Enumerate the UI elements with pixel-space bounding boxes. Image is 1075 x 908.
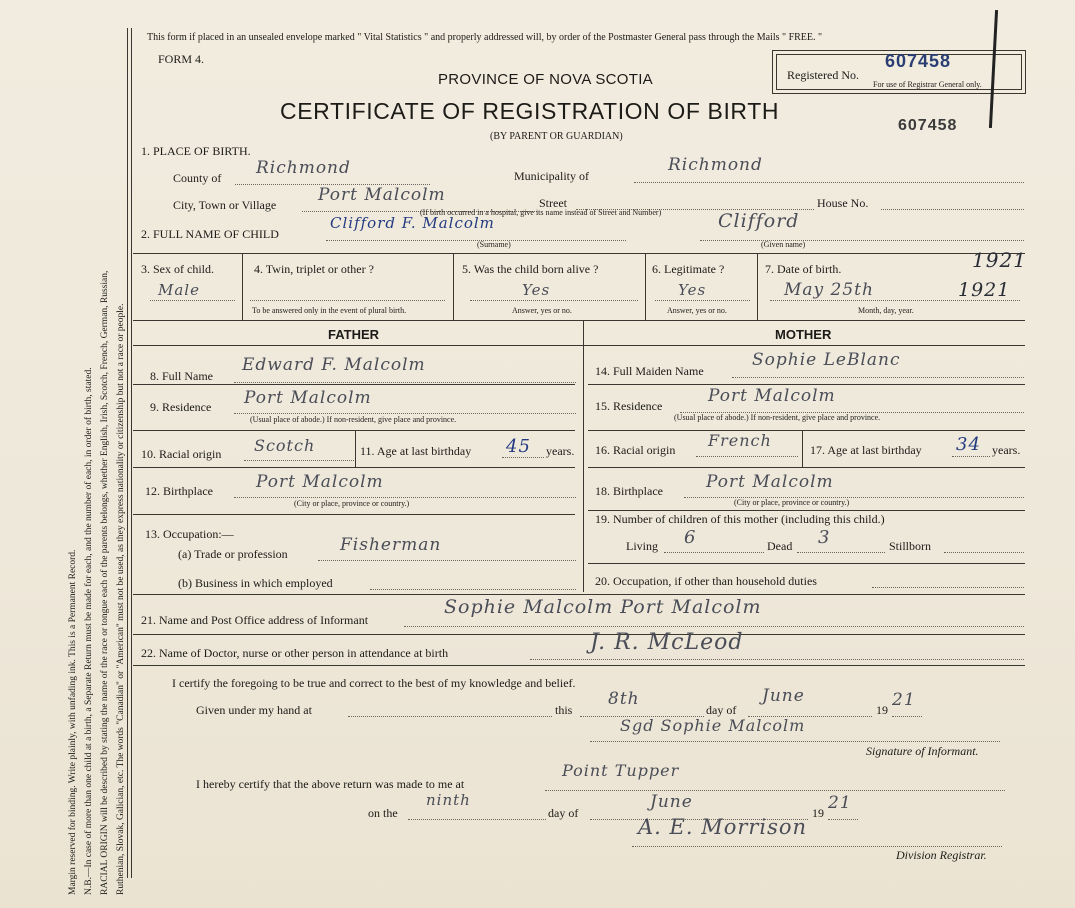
full-name-label: 2. FULL NAME OF CHILD (141, 227, 279, 241)
father-trade-label: (a) Trade or profession (178, 547, 288, 561)
mother-birthplace-note: (City or place, province or country.) (734, 498, 850, 507)
place-of-birth-label: 1. PLACE OF BIRTH. (141, 144, 251, 158)
informant-label: 21. Name and Post Office address of Informant (141, 613, 369, 627)
mother-heading: MOTHER (775, 327, 832, 342)
mother-racial-origin-value: French (708, 431, 772, 450)
street-label: Street (539, 196, 567, 210)
father-birthplace-label: 12. Birthplace (145, 484, 213, 498)
date-note: Month, day, year. (858, 306, 914, 315)
side-note-racial-origin-cont: Ruthenian, Slovak, Galician, etc. The words "Canadian" or "American" must not be used, as they express nationality or citizenship but not a race or people. (116, 303, 126, 895)
county-label: County of (173, 171, 222, 185)
on-the-label: on the (368, 806, 398, 820)
dead-label: Dead (767, 539, 793, 553)
living-value: 6 (684, 527, 697, 548)
father-age-value: 45 (506, 436, 531, 457)
informant-signature-label: Signature of Informant. (866, 744, 979, 758)
certificate-subtitle: (BY PARENT OR GUARDIAN) (490, 131, 623, 142)
date-of-birth-label: 7. Date of birth. (765, 262, 842, 276)
cert-day-of-label: day of (706, 703, 737, 717)
side-note-multiple-births: N.B.—In case of more than one child at a birth, a Separate Return must be made for each, and the number of each, in order of birth, stated. (84, 367, 94, 895)
mother-residence-label: 15. Residence (595, 399, 663, 413)
province-heading: PROVINCE OF NOVA SCOTIA (438, 71, 653, 88)
twin-label: 4. Twin, triplet or other ? (254, 262, 374, 276)
row-divider-top (133, 253, 1025, 254)
registered-label: Registered No. (787, 68, 859, 82)
house-number-label: House No. (817, 196, 869, 210)
father-racial-origin-value: Scotch (254, 436, 316, 455)
attendant-value: J. R. McLeod (590, 630, 744, 655)
cert-day-value: 8th (608, 689, 640, 709)
registrar-year-prefix: 19 (812, 806, 824, 820)
mother-racial-origin-label: 16. Racial origin (595, 443, 676, 457)
cert-month-value: June (762, 686, 805, 706)
mother-residence-note: (Usual place of abode.) If non-resident, give place and province. (674, 413, 881, 422)
row-divider-bottom (133, 320, 1025, 321)
registered-number: 607458 (885, 51, 952, 71)
given-name-note: (Given name) (761, 240, 806, 249)
county-value: Richmond (256, 158, 351, 178)
child-given-name-value: Clifford (718, 210, 800, 232)
born-alive-note: Answer, yes or no. (512, 306, 572, 315)
father-trade-value: Fisherman (340, 535, 442, 555)
date-of-birth-value: May 25th (784, 280, 874, 300)
left-border (127, 28, 128, 878)
stillborn-label: Stillborn (889, 539, 932, 553)
cert-year-value: 21 (892, 690, 916, 710)
dead-value: 3 (818, 527, 831, 548)
father-residence-label: 9. Residence (150, 400, 212, 414)
mother-age-value: 34 (956, 434, 981, 455)
municipality-value: Richmond (668, 155, 763, 175)
sex-label: 3. Sex of child. (141, 262, 214, 276)
given-under-hand-label: Given under my hand at (196, 703, 312, 717)
certify-statement: I certify the foregoing to be true and correct to the best of my knowledge and belief. (172, 676, 576, 690)
mother-occupation-label: 20. Occupation, if other than household duties (595, 574, 817, 588)
municipality-label: Municipality of (514, 169, 589, 183)
date-of-birth-year: 1921 (958, 279, 1011, 301)
child-surname-value: Clifford F. Malcolm (330, 214, 495, 232)
side-note-racial-origin: RACIAL ORIGIN will be described by stating the name of the race or tongue each of the parents belongs, whether English, Irish, Scotch, French, German, Russian, (100, 270, 110, 895)
registrar-day-of-label: day of (548, 806, 579, 820)
form-number: FORM 4. (158, 52, 205, 66)
legitimate-value: Yes (678, 281, 707, 299)
father-racial-origin-label: 10. Racial origin (141, 447, 222, 461)
father-age-label: 11. Age at last birthday (360, 444, 472, 458)
mother-age-unit: years. (992, 443, 1021, 457)
registrar-place-value: Point Tupper (562, 761, 680, 780)
twin-note: To be answered only in the event of plural birth. (252, 306, 407, 315)
registrar-general-note: For use of Registrar General only. (873, 80, 982, 89)
registrar-signature-label: Division Registrar. (896, 848, 987, 862)
city-value: Port Malcolm (318, 185, 446, 205)
children-count-label: 19. Number of children of this mother (including this child.) (595, 512, 885, 526)
registrar-certify-label: I hereby certify that the above return was made to me at (196, 777, 465, 791)
legitimate-note: Answer, yes or no. (667, 306, 727, 315)
registrar-month-value: June (650, 792, 693, 812)
living-label: Living (626, 539, 658, 553)
registrar-year-value: 21 (828, 793, 852, 813)
father-birthplace-value: Port Malcolm (256, 472, 384, 492)
left-border-inner (131, 28, 132, 878)
date-margin-year: 1921 (972, 248, 1027, 272)
side-note-binding: Margin reserved for binding. Write plainly, with unfading ink. This is a Permanent Record. (68, 549, 78, 895)
mother-name-label: 14. Full Maiden Name (595, 364, 704, 378)
surname-note: (Surname) (477, 240, 511, 249)
hospital-note: (If birth occurred in a hospital, give its name instead of Street and Number) (420, 208, 662, 217)
informant-value: Sophie Malcolm Port Malcolm (444, 596, 762, 618)
mother-birthplace-label: 18. Birthplace (595, 484, 663, 498)
certificate-stamp-number: 607458 (898, 117, 958, 134)
born-alive-label: 5. Was the child born alive ? (462, 262, 599, 276)
this-label: this (555, 703, 573, 717)
mother-residence-value: Port Malcolm (708, 386, 836, 406)
father-age-unit: years. (546, 444, 575, 458)
father-heading: FATHER (328, 327, 380, 342)
legitimate-label: 6. Legitimate ? (652, 262, 725, 276)
father-occupation-label: 13. Occupation:— (145, 527, 234, 541)
registered-number-box (772, 50, 1026, 94)
father-residence-note: (Usual place of abode.) If non-resident, give place and province. (250, 415, 457, 424)
born-alive-value: Yes (522, 281, 551, 299)
mother-name-value: Sophie LeBlanc (752, 350, 901, 370)
father-name-value: Edward F. Malcolm (242, 355, 426, 375)
sex-value: Male (158, 281, 200, 299)
mother-birthplace-value: Port Malcolm (706, 472, 834, 492)
father-mother-divider (583, 320, 584, 592)
mail-notice: This form if placed in an unsealed envelope marked " Vital Statistics " and properly addressed will, by order of the Postmaster General pass through the Mails " FREE. " (147, 32, 823, 43)
cert-year-prefix: 19 (876, 703, 888, 717)
city-label: City, Town or Village (173, 198, 277, 212)
attendant-label: 22. Name of Doctor, nurse or other person in attendance at birth (141, 646, 449, 660)
mother-age-label: 17. Age at last birthday (810, 443, 922, 457)
father-business-label: (b) Business in which employed (178, 576, 333, 590)
certificate-title: CERTIFICATE OF REGISTRATION OF BIRTH (280, 98, 780, 124)
father-name-label: 8. Full Name (150, 369, 213, 383)
father-residence-value: Port Malcolm (244, 388, 372, 408)
informant-signature-value: Sgd Sophie Malcolm (620, 716, 806, 735)
father-birthplace-note: (City or place, province or country.) (294, 499, 410, 508)
registrar-day-value: ninth (426, 791, 471, 809)
registrar-signature-value: A. E. Morrison (638, 815, 808, 839)
